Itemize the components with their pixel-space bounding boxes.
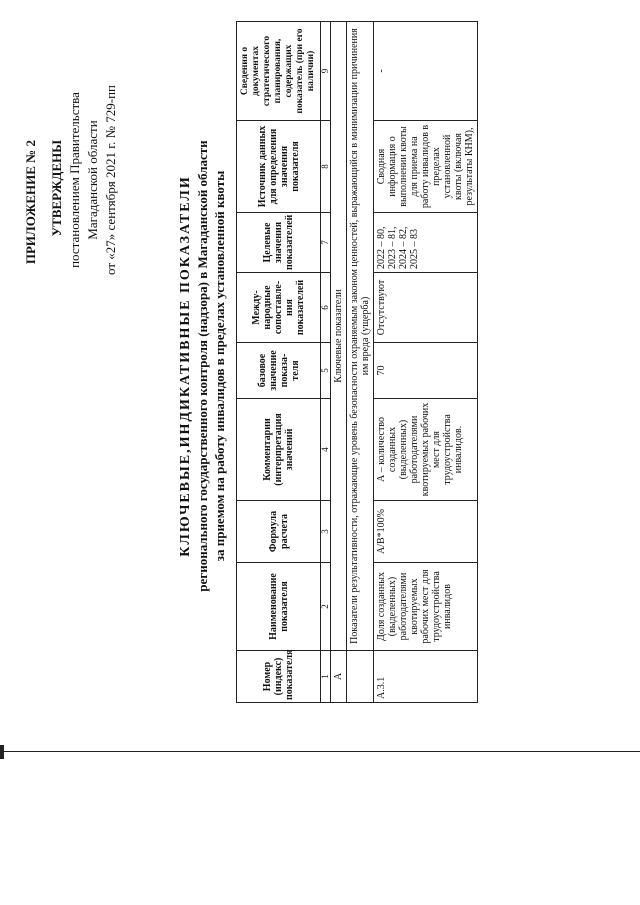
row-source: Сводная информация о выполнении квоты для приема на работу инвалидов в пределах установленной квоты (включая результаты КНМ), [374, 121, 478, 213]
header-cell: Источник данных для определения значения показателя [237, 121, 321, 213]
page-divider-line [0, 751, 640, 752]
header-cell: Комментарии (интерпретация значений [237, 399, 321, 501]
title-line: регионального государственного контроля (надзора) в Магаданской области [195, 140, 210, 592]
header-cell: Целевые значения показателей [237, 213, 321, 273]
decree-line: Магаданской области [85, 120, 100, 240]
decree-date: от «27» сентября 2021 г. № 729-пп [103, 85, 118, 276]
table-row [374, 22, 478, 703]
section-index: А [331, 651, 347, 703]
group-label: Показатели результативности, отражающие уровень безопасности охраняемым законом ценностей, выражающийся в минимизации причинения им вреда (ущерба) [347, 22, 374, 651]
document-title [177, 26, 228, 706]
column-number: 5 [321, 343, 331, 399]
section-row [331, 22, 347, 703]
row-comment: А – количество созданных (выделенных) работодателями квотируемых рабочих мест для трудоустройства инвалидов. [374, 399, 478, 501]
row-name: Доля созданных (выделенных) работодателями квотируемых рабочих мест для трудоустройства инвалидов [374, 563, 478, 651]
header-cell: Формула расчета [237, 501, 321, 563]
column-number: 2 [321, 563, 331, 651]
row-index: А.3.1 [374, 651, 478, 703]
column-number: 7 [321, 213, 331, 273]
column-number-row [321, 22, 331, 703]
column-number: 4 [321, 399, 331, 501]
column-number: 9 [321, 22, 331, 121]
row-international: Отсутствуют [374, 273, 478, 343]
indicators-table [236, 21, 478, 703]
approved-label: УТВЕРЖДЕНЫ [49, 140, 64, 237]
header-cell: Наименование показателя [237, 563, 321, 651]
group-index-empty [347, 651, 374, 703]
column-number: 1 [321, 651, 331, 703]
header-cell: Сведения о документах стратегического планирования, содержащих показатель (при его наличии) [237, 22, 321, 121]
page-edge-mark [0, 745, 4, 759]
rotated-page [2, 4, 475, 726]
decree-line: постановлением Правительства [67, 92, 82, 268]
target-value: 2025 – 83 [409, 229, 420, 269]
column-number: 6 [321, 273, 331, 343]
row-documents: - [374, 22, 478, 121]
row-targets [374, 213, 478, 273]
column-number: 8 [321, 121, 331, 213]
appendix-label: ПРИЛОЖЕНИЕ № 2 [23, 140, 38, 265]
header-cell: Между-народные сопоставле-ния показателей [237, 273, 321, 343]
target-value: 2022 – 80, [376, 226, 387, 269]
target-value: 2024 – 82, [398, 226, 409, 269]
target-value: 2023 – 81, [387, 226, 398, 269]
column-number: 3 [321, 501, 331, 563]
row-base-value: 70 [374, 343, 478, 399]
title-line: КЛЮЧЕВЫЕ,ИНДИКАТИВНЫЕ ПОКАЗАТЕЛИ [178, 175, 193, 557]
header-row [237, 22, 321, 703]
section-label: Ключевые показатели [331, 22, 347, 651]
approval-block [22, 4, 120, 726]
header-cell: Номер (индекс) показателя [237, 651, 321, 703]
header-cell: базовое значение показа-теля [237, 343, 321, 399]
title-line: за приемом на работу инвалидов в пределах установленной квоты [212, 170, 227, 562]
group-row [347, 22, 374, 703]
row-formula: А/В*100% [374, 501, 478, 563]
